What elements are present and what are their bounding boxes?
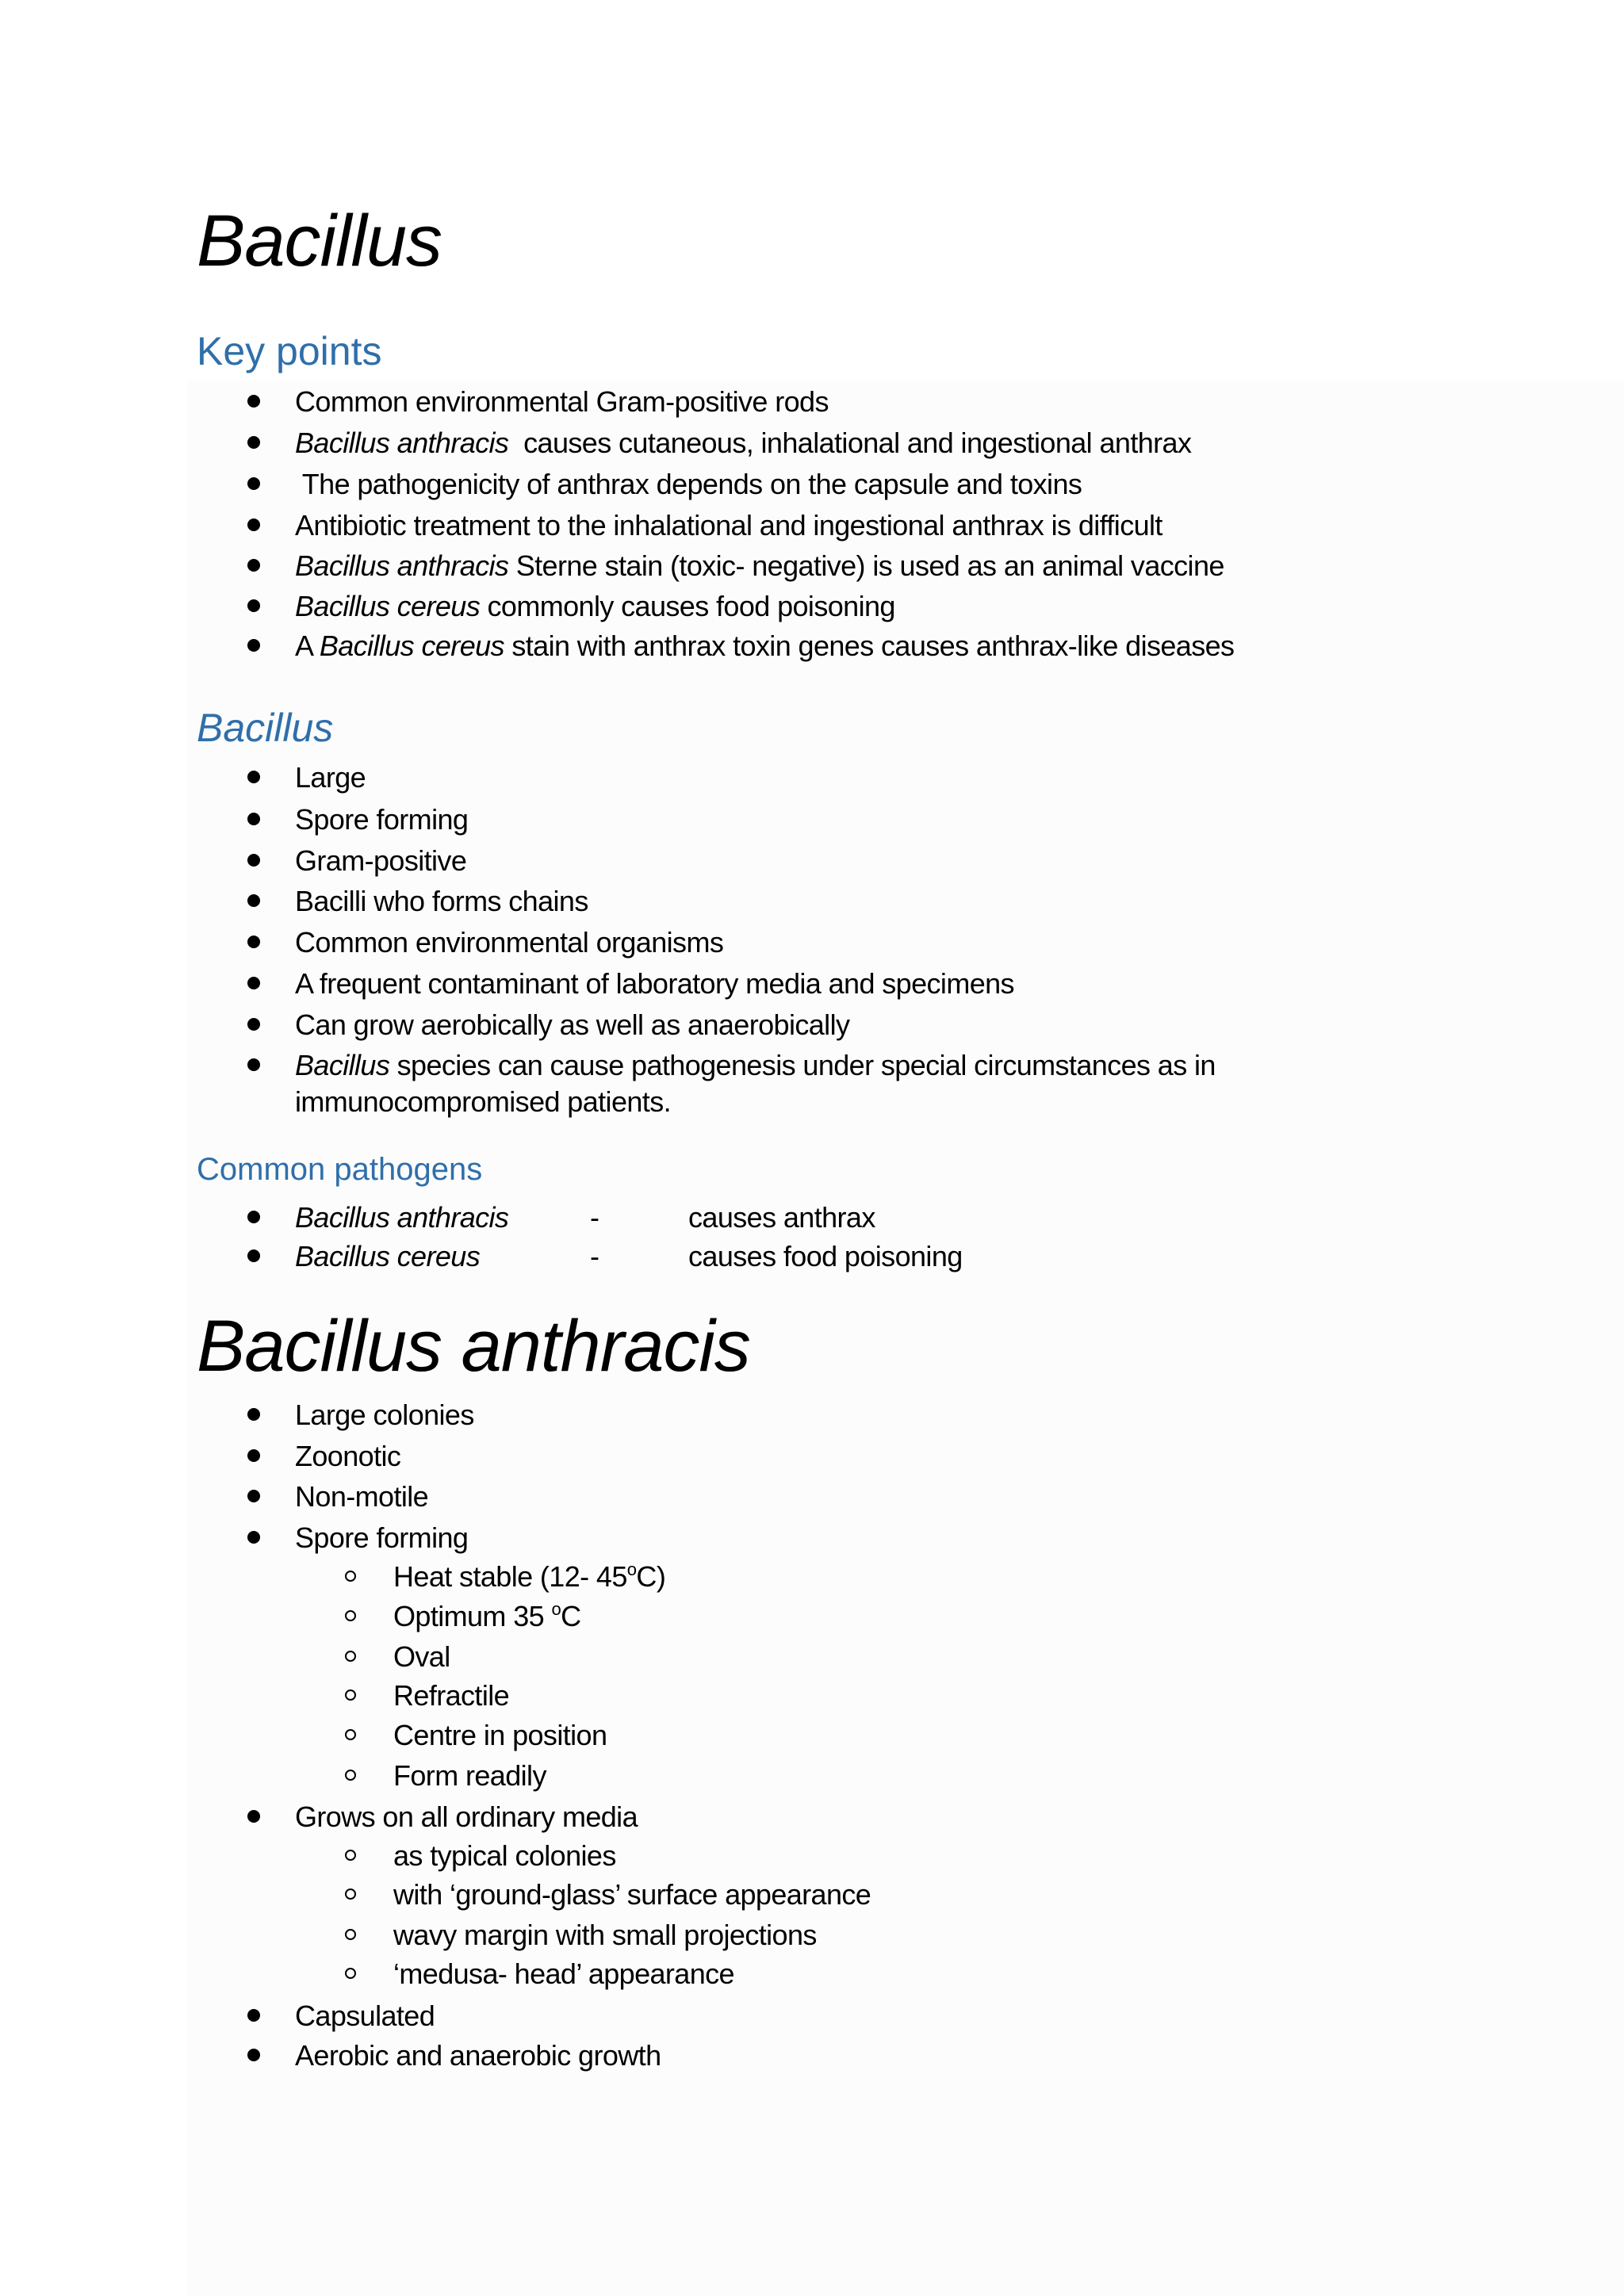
bullet-icon (247, 519, 260, 531)
bullet-icon (247, 1249, 260, 1262)
page-title: Bacillus (197, 201, 442, 281)
circle-bullet-icon (345, 1770, 356, 1781)
list-item: Large (295, 761, 366, 794)
common-pathogens-heading: Common pathogens (197, 1152, 483, 1187)
list-item: Zoonotic (295, 1440, 401, 1472)
list-item: Bacillus species can cause pathogenesis under special circumstances as in (295, 1049, 1216, 1081)
circle-bullet-icon (345, 1729, 356, 1740)
list-item: A frequent contaminant of laboratory media and specimens (295, 967, 1014, 1000)
bullet-icon (247, 1810, 260, 1823)
bullet-icon (247, 2009, 260, 2022)
bacillus-heading: Bacillus (197, 706, 334, 750)
list-item: Antibiotic treatment to the inhalational and ingestional anthrax is difficult (295, 509, 1162, 541)
circle-bullet-icon (345, 1651, 356, 1662)
pathogen-dash: - (590, 1201, 599, 1234)
circle-bullet-icon (345, 1850, 356, 1861)
bullet-icon (247, 1449, 260, 1462)
bullet-icon (247, 936, 260, 948)
pathogen-name: Bacillus anthracis (295, 1201, 509, 1234)
pathogen-effect: causes food poisoning (688, 1240, 963, 1272)
bullet-icon (247, 813, 260, 825)
sub-list-item: Refractile (393, 1679, 510, 1712)
sub-list-item: with ‘ground-glass’ surface appearance (393, 1878, 871, 1911)
bullet-icon (247, 1490, 260, 1502)
circle-bullet-icon (345, 1610, 356, 1621)
bullet-icon (247, 1531, 260, 1544)
bullet-icon (247, 894, 260, 907)
list-item: Bacilli who forms chains (295, 885, 588, 917)
pathogen-dash: - (590, 1240, 599, 1272)
bullet-icon (247, 977, 260, 989)
circle-bullet-icon (345, 1689, 356, 1701)
bullet-icon (247, 854, 260, 867)
sub-list-item: Oval (393, 1640, 450, 1673)
list-item: The pathogenicity of anthrax depends on the capsule and toxins (295, 468, 1082, 500)
circle-bullet-icon (345, 1888, 356, 1900)
circle-bullet-icon (345, 1929, 356, 1940)
list-item: Bacillus anthracis Sterne stain (toxic- negative) is used as an animal vaccine (295, 549, 1224, 582)
bullet-icon (247, 771, 260, 783)
bullet-icon (247, 1058, 260, 1071)
list-item: Bacillus cereus commonly causes food poisoning (295, 590, 895, 622)
list-item: Common environmental organisms (295, 926, 724, 959)
sub-list-item: Centre in position (393, 1719, 607, 1751)
anthracis-title: Bacillus anthracis (197, 1306, 750, 1387)
sub-list-item: wavy margin with small projections (393, 1919, 817, 1951)
circle-bullet-icon (345, 1571, 356, 1582)
pathogen-effect: causes anthrax (688, 1201, 875, 1234)
sub-list-item: Optimum 35 $^o$C (393, 1599, 581, 1632)
list-item: Common environmental Gram-positive rods (295, 385, 829, 418)
circle-bullet-icon (345, 1968, 356, 1979)
bullet-icon (247, 1211, 260, 1223)
list-item: Aerobic and anaerobic growth (295, 2039, 661, 2072)
bullet-icon (247, 2049, 260, 2061)
key-points-heading: Key points (197, 329, 382, 373)
sub-list-item: ‘medusa- head’ appearance (393, 1957, 734, 1990)
list-item: Can grow aerobically as well as anaerobically (295, 1008, 850, 1041)
sub-list-item: Form readily (393, 1759, 546, 1792)
bullet-icon (247, 1018, 260, 1031)
pathogen-name: Bacillus cereus (295, 1240, 481, 1272)
list-item: Capsulated (295, 1999, 435, 2032)
list-item: A Bacillus cereus stain with anthrax toxin genes causes anthrax-like diseases (295, 629, 1235, 662)
bullet-icon (247, 599, 260, 612)
bullet-icon (247, 559, 260, 572)
list-item: Large colonies (295, 1399, 474, 1431)
sub-list-item: as typical colonies (393, 1839, 616, 1872)
bullet-icon (247, 639, 260, 652)
list-item: Spore forming (295, 803, 469, 836)
bullet-icon (247, 1408, 260, 1421)
bullet-icon (247, 395, 260, 408)
list-item: Non-motile (295, 1480, 429, 1513)
list-item: Bacillus anthracis causes cutaneous, inhalational and ingestional anthrax (295, 427, 1192, 459)
list-item-continuation: immunocompromised patients. (295, 1085, 672, 1118)
sub-list-item: Heat stable (12- 45$^o$C) (393, 1559, 666, 1593)
list-item: Gram-positive (295, 844, 467, 877)
bullet-icon (247, 477, 260, 490)
list-item: Grows on all ordinary media (295, 1800, 638, 1833)
bullet-icon (247, 436, 260, 449)
list-item: Spore forming (295, 1521, 469, 1554)
